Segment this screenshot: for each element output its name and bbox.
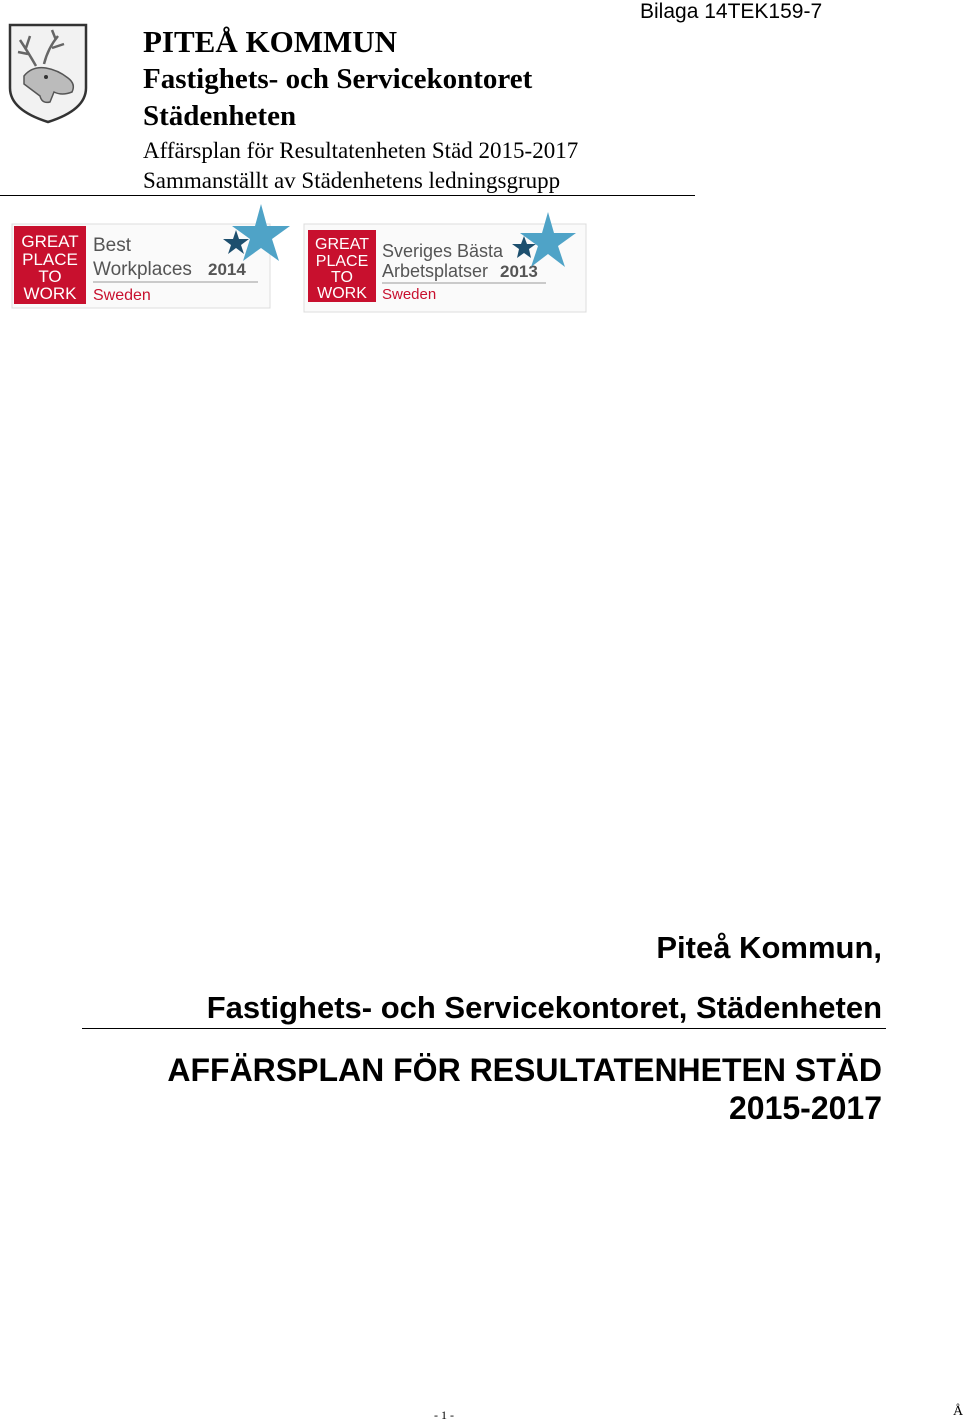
badge-logo-line: GREAT	[21, 232, 79, 251]
title-department: Fastighets- och Servicekontoret, Städenheten	[206, 990, 882, 1025]
badge-year: 2014	[208, 260, 246, 279]
badge-logo-line: WORK	[23, 284, 77, 303]
title-organization: Piteå Kommun,	[656, 930, 882, 965]
badge-logo-line: TO	[38, 267, 62, 286]
badge-logo-line: PLACE	[22, 250, 78, 269]
badge-line2: Arbetsplatser	[382, 261, 489, 281]
badge-line2: Workplaces	[93, 259, 192, 280]
plan-years: 2015-2017	[728, 1090, 882, 1126]
badge-logo-line: TO	[331, 269, 353, 286]
reindeer-crest-icon	[6, 22, 90, 124]
plan-title: AFFÄRSPLAN FÖR RESULTATENHETEN STÄD	[167, 1052, 882, 1088]
header-unit: Städenheten	[143, 100, 297, 132]
badge-logo-line: GREAT	[315, 236, 369, 253]
header-compiled-by: Sammanställt av Städenhetens ledningsgrupp	[143, 168, 561, 193]
attachment-reference: Bilaga 14TEK159-7	[640, 0, 823, 23]
badge-logo-line: WORK	[317, 285, 367, 302]
great-place-to-work-badge-2014	[8, 202, 298, 314]
badge-country: Sweden	[382, 286, 437, 303]
great-place-to-work-badge-2013	[302, 202, 588, 314]
badge-logo-line: PLACE	[315, 253, 369, 270]
edge-mark: Å	[953, 1404, 963, 1419]
header-divider	[0, 195, 695, 196]
badge-line1: Sveriges Bästa	[382, 241, 504, 261]
badge-country: Sweden	[93, 287, 151, 304]
badge-year: 2013	[500, 262, 538, 281]
header-organization: PITEÅ KOMMUN	[143, 24, 398, 59]
header-department: Fastighets- och Servicekontoret	[143, 63, 533, 95]
page-number: - 1 -	[434, 1408, 454, 1422]
badge-line1: Best	[93, 235, 132, 256]
title-divider	[82, 1028, 886, 1029]
header-plan-line: Affärsplan för Resultatenheten Städ 2015-2017	[143, 138, 579, 163]
